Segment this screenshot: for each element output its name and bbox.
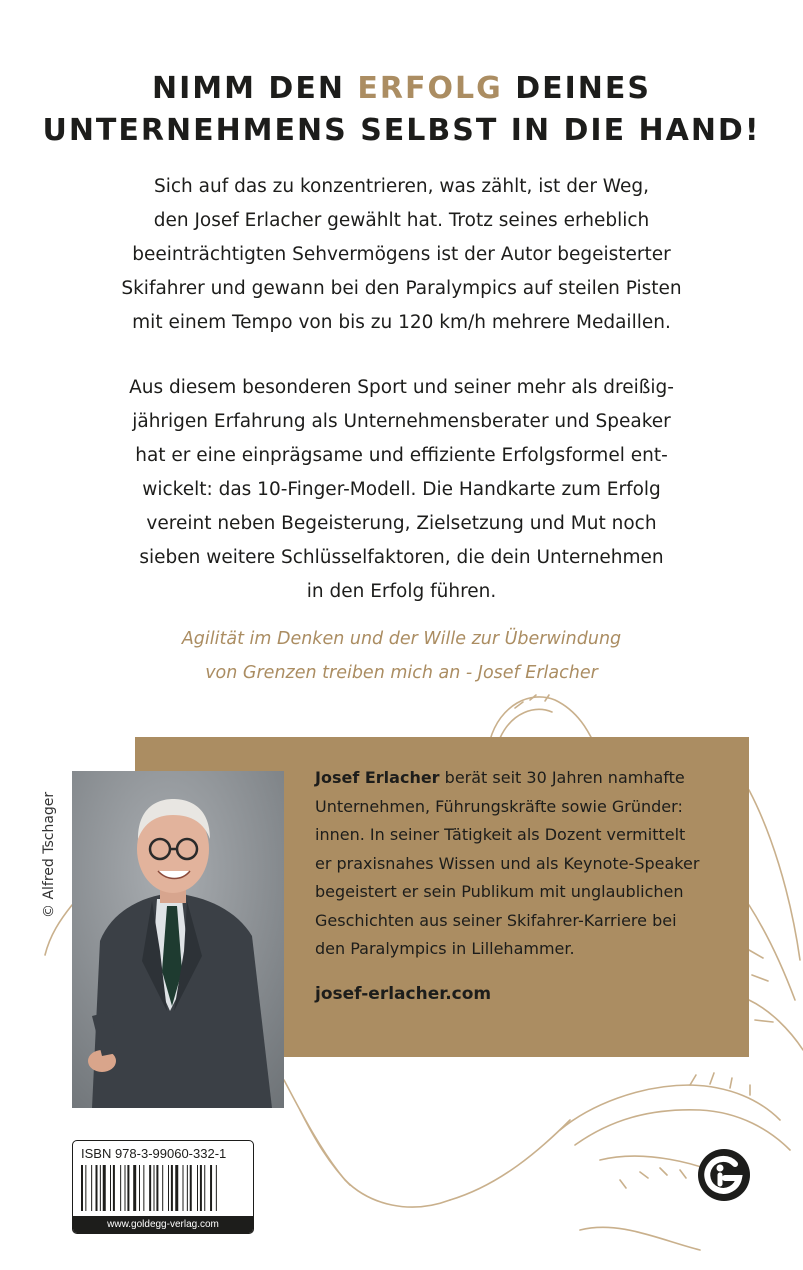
photo-credit: © Alfred Tschager xyxy=(41,791,57,918)
barcode-bar xyxy=(103,1165,106,1211)
headline-accent-word: ERFOLG xyxy=(357,71,503,106)
text-line: den Josef Erlacher gewählt hat. Trotz seines erheblich xyxy=(153,210,650,231)
bio-line xyxy=(315,764,735,793)
text-line: Skifahrer und gewann bei den Paralympics auf steilen Pisten xyxy=(121,278,682,299)
barcode-icon xyxy=(81,1165,245,1211)
isbn-barcode-box xyxy=(72,1140,254,1234)
bio-line: Geschichten aus seiner Skifahrer-Karriere bei xyxy=(315,910,677,930)
barcode-bar xyxy=(187,1165,188,1211)
barcode-bar xyxy=(143,1165,144,1211)
publisher-url: www.goldegg-verlag.com xyxy=(73,1216,253,1233)
barcode-bar xyxy=(125,1165,126,1211)
barcode-bar xyxy=(91,1165,92,1211)
headline-line-2: UNTERNEHMENS SELBST IN DIE HAND! xyxy=(42,113,761,148)
text-line: jährigen Erfahrung als Unternehmensberater und Speaker xyxy=(132,411,671,432)
bio-line-rest: berät seit 30 Jahren namhafte xyxy=(439,768,685,787)
barcode-bar xyxy=(197,1165,198,1211)
author-website-link[interactable]: josef-erlacher.com xyxy=(315,984,492,1004)
barcode-bar xyxy=(171,1165,173,1211)
barcode-bar xyxy=(156,1165,158,1211)
bio-line: Unternehmen, Führungskräfte sowie Gründer: xyxy=(315,796,683,816)
publisher-logo-icon xyxy=(696,1147,752,1203)
barcode-bar xyxy=(175,1165,178,1211)
text-line: beeinträchtigten Sehvermögens ist der Autor begeisterter xyxy=(132,244,671,265)
headline xyxy=(0,68,803,152)
barcode-bar xyxy=(216,1165,217,1211)
barcode-bar xyxy=(154,1165,155,1211)
barcode-bar xyxy=(162,1165,163,1211)
text-line: sieben weitere Schlüsselfaktoren, die dein Unternehmen xyxy=(139,547,664,568)
barcode-bar xyxy=(113,1165,115,1211)
bio-line: den Paralympics in Lillehammer. xyxy=(315,939,575,958)
bio-line: innen. In seiner Tätigkeit als Dozent vermittelt xyxy=(315,825,686,844)
barcode-bar xyxy=(85,1165,86,1211)
barcode-bar xyxy=(139,1165,140,1211)
quote-line: von Grenzen treiben mich an - Josef Erlacher xyxy=(205,663,598,683)
barcode-bar xyxy=(96,1165,98,1211)
barcode-bar xyxy=(110,1165,111,1211)
text-line: hat er eine einprägsame und effiziente Erfolgsformel ent- xyxy=(135,445,668,466)
author-photo xyxy=(72,771,284,1108)
barcode-bar xyxy=(133,1165,136,1211)
headline-pre: NIMM DEN xyxy=(152,71,345,106)
barcode-bar xyxy=(127,1165,129,1211)
isbn-label: ISBN 978-3-99060-332-1 xyxy=(81,1146,227,1161)
barcode-bar xyxy=(100,1165,101,1211)
author-bio xyxy=(315,764,735,964)
barcode-bar xyxy=(120,1165,121,1211)
barcode-bar xyxy=(210,1165,212,1211)
author-quote xyxy=(95,622,708,690)
bio-line: er praxisnahes Wissen und als Keynote-Speaker xyxy=(315,853,700,873)
text-line: wickelt: das 10-Finger-Modell. Die Handkarte zum Erfolg xyxy=(142,479,661,500)
bio-line: begeistert er sein Publikum mit unglaublichen xyxy=(315,882,684,901)
barcode-bar xyxy=(81,1165,83,1211)
text-line: mit einem Tempo von bis zu 120 km/h mehrere Medaillen. xyxy=(132,312,671,333)
barcode-bar xyxy=(168,1165,169,1211)
barcode-bar xyxy=(204,1165,205,1211)
barcode-bar xyxy=(190,1165,192,1211)
text-line: Aus diesem besonderen Sport und seiner mehr als dreißig- xyxy=(129,377,674,398)
author-name: Josef Erlacher xyxy=(315,768,440,787)
barcode-bar xyxy=(200,1165,202,1211)
quote-line: Agilität im Denken und der Wille zur Überwindung xyxy=(181,629,622,649)
text-line: in den Erfolg führen. xyxy=(306,581,497,602)
intro-paragraph xyxy=(95,170,708,340)
text-line: vereint neben Begeisterung, Zielsetzung und Mut noch xyxy=(146,513,657,534)
headline-post: DEINES xyxy=(515,71,651,106)
text-line: Sich auf das zu konzentrieren, was zählt, ist der Weg, xyxy=(153,176,650,197)
headline-line-1 xyxy=(0,68,803,110)
method-paragraph xyxy=(95,371,708,609)
barcode-bar xyxy=(149,1165,151,1211)
barcode-bar xyxy=(183,1165,184,1211)
